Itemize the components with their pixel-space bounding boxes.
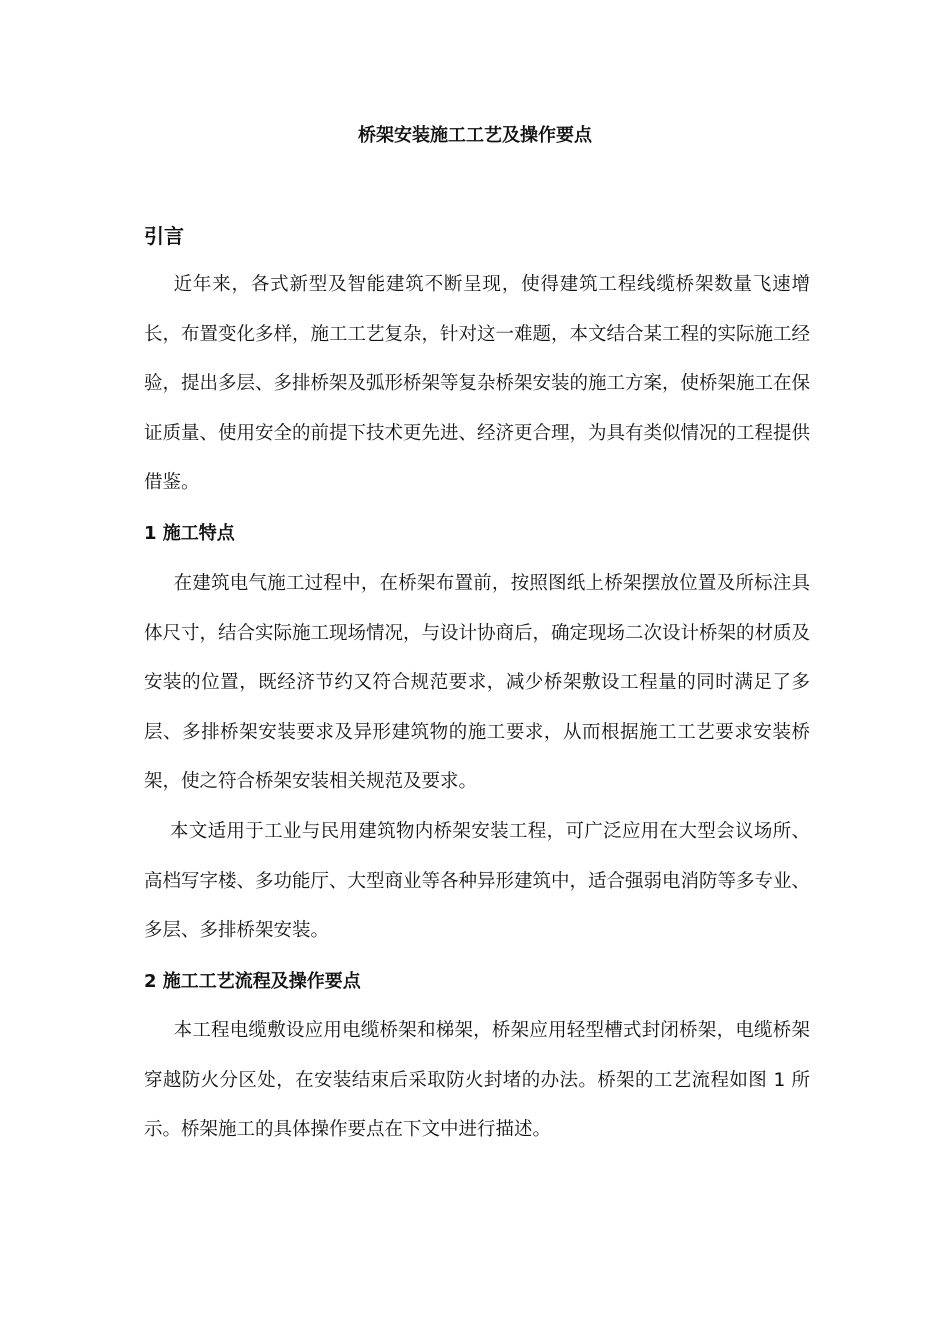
section-heading-1: 1 施工特点 — [144, 523, 235, 544]
section-heading-2: 2 施工工艺流程及操作要点 — [144, 971, 361, 992]
section-1-paragraph-2: 本文适用于工业与民用建筑物内桥架安装工程，可广泛应用在大型会议场所、高档写字楼、多功能厅、大型商业等各种异形建筑中，适合强弱电消防等多专业、多层、多排桥架安装。 — [144, 821, 811, 942]
document-title: 桥架安装施工工艺及操作要点 — [358, 125, 592, 146]
section-1-paragraph-1: 在建筑电气施工过程中，在桥架布置前，按照图纸上桥架摆放位置及所标注具体尺寸，结合实际施工现场情况，与设计协商后，确定现场二次设计桥架的材质及安装的位置，既经济节约又符合规范要求，减少桥架敷设工程量的同时满足了多层、多排桥架安装要求及异形建筑物的施工要求，从而根据施工工艺要求安装桥架，使之符合桥架安装相关规范及要求。 — [144, 573, 811, 793]
section-2-paragraph-1: 本工程电缆敷设应用电缆桥架和梯架，桥架应用轻型槽式封闭桥架，电缆桥架穿越防火分区处，在安装结束后采取防火封堵的办法。桥架的工艺流程如图 1 所示。桥架施工的具体操作要点在下文中进行描述。 — [144, 1020, 810, 1141]
intro-paragraph: 近年来，各式新型及智能建筑不断呈现，使得建筑工程线缆桥架数量飞速增长，布置变化多样，施工工艺复杂，针对这一难题，本文结合某工程的实际施工经验，提出多层、多排桥架及弧形桥架等复杂桥架安装的施工方案，使桥架施工在保证质量、使用安全的前提下技术更先进、经济更合理，为具有类似情况的工程提供借鉴。 — [144, 274, 811, 494]
section-heading-intro: 引言 — [144, 224, 184, 248]
